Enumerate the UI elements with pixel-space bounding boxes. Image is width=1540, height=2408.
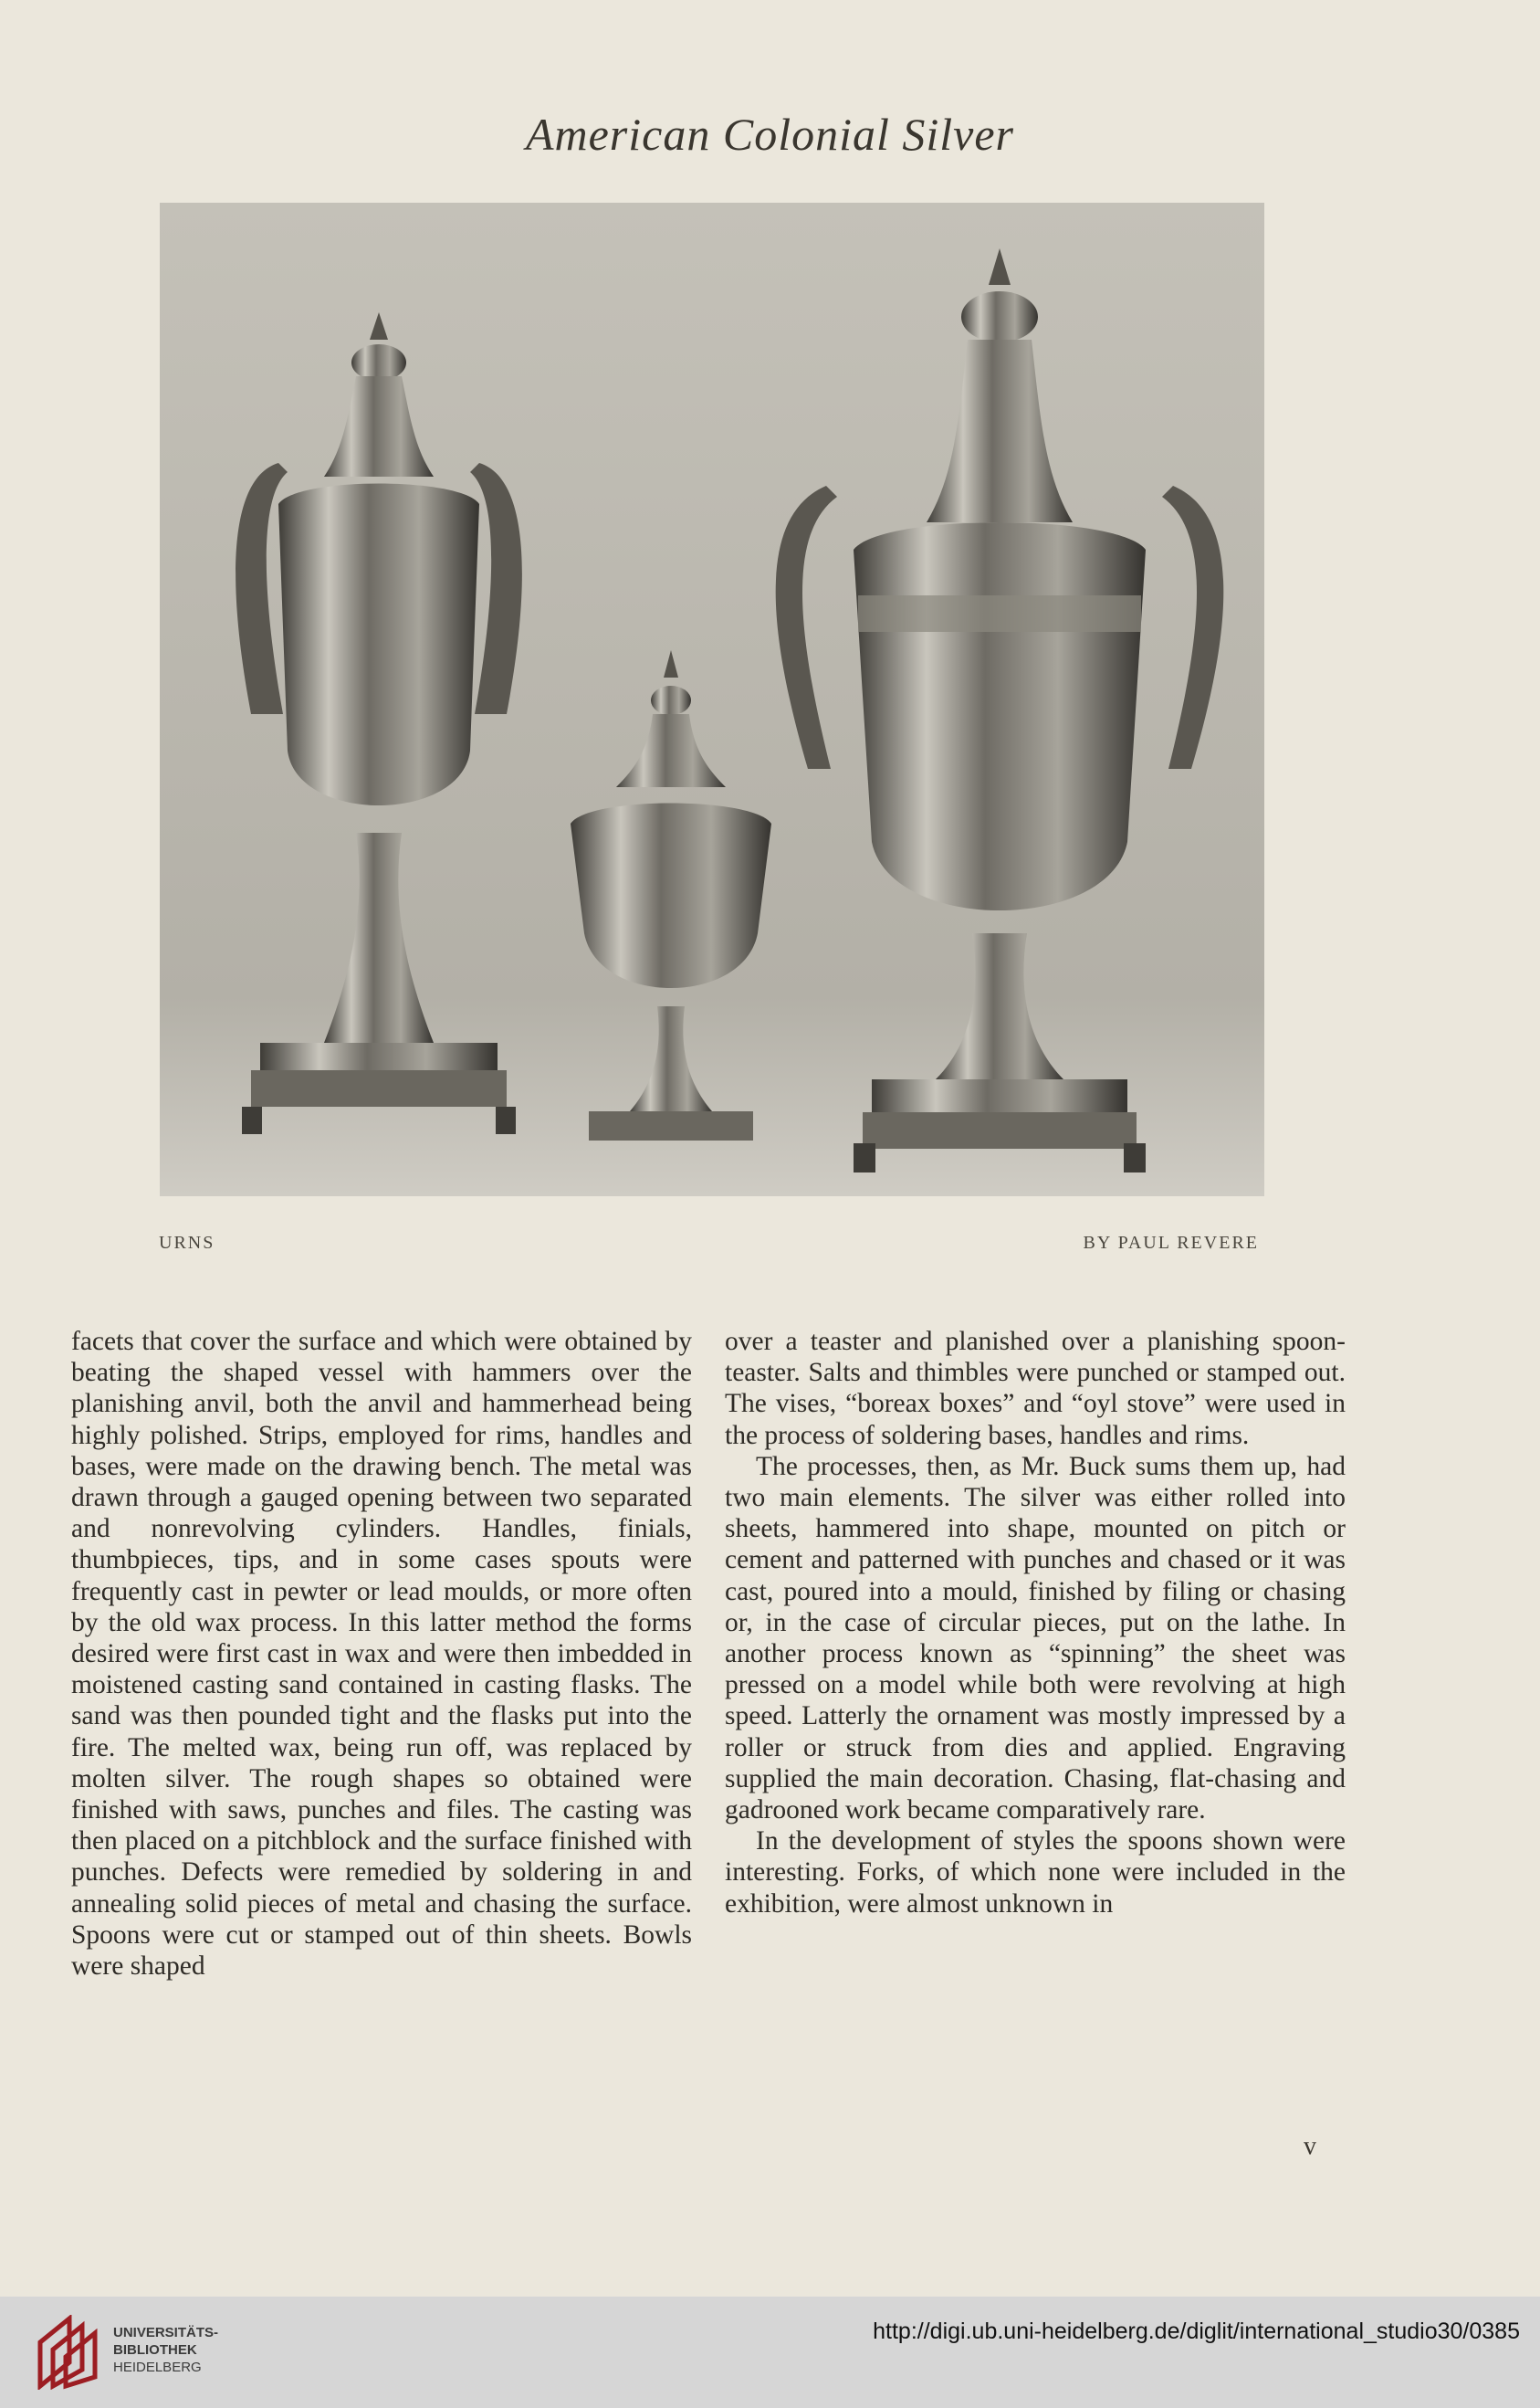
page-number: v [1304,2132,1316,2161]
library-name-line1: UNIVERSITÄTS- [113,2325,219,2340]
digitization-footer [0,2297,1540,2408]
photo-plate-urns [160,203,1264,1196]
library-name [113,2324,218,2376]
source-url-link[interactable]: http://digi.ub.uni-heidelberg.de/diglit/international_studio30/0385 [873,2319,1520,2344]
paragraph: over a teaster and planished over a planishing spoon-teaster. Salts and thimbles were punched or stamped out. The vises, “boreax boxes” and “oyl stove” were used in the process of soldering bases, handles and rims. [725,1327,1346,1450]
library-logo-icon[interactable] [37,2315,102,2390]
urns-illustration [160,203,1264,1196]
paragraph: In the development of styles the spoons shown were interesting. Forks, of which none were included in the exhibition, were almost unknown in [725,1826,1346,1919]
paragraph: The processes, then, as Mr. Buck sums them up, had two main elements. The silver was either rolled into sheets, hammered into shape, mounted on pitch or cement and patterned with punches and chased or it was cast, poured into a mould, finished by filing or chasing or, in the case of circular pieces, put on the lathe. In another process known as “spinning” the sheet was pressed on a model while both were revolving at high speed. Latterly the ornament was mostly impressed by a roller or struck from dies and applied. Engraving supplied the main decoration. Chasing, flat-chasing and gadrooned work became comparatively rare. [725,1451,1346,1825]
text-column-left [71,1326,692,1982]
library-name-line3: HEIDELBERG [113,2360,202,2375]
library-name-line2: BIBLIOTHEK [113,2342,197,2358]
running-title: American Colonial Silver [525,109,1015,160]
text-column-right [725,1326,1346,1919]
plate-caption-title: URNS [159,1233,215,1253]
plate-caption-credit: BY PAUL REVERE [1083,1233,1259,1253]
paragraph: facets that cover the surface and which were obtained by beating the shaped vessel with hammers over the planishing anvil, both the anvil and hammerhead being highly polished. Strips, employed for rims, handles and bases, were made on the drawing bench. The metal was drawn through a gauged opening between two separated and nonrevolving cylinders. Handles, finials, thumbpieces, tips, and in some cases spouts were frequently cast in pewter or lead moulds, or more often by the old wax process. In this latter method the forms desired were first cast in wax and were then imbedded in moistened casting sand contained in casting flasks. The sand was then pounded tight and the flasks put into the fire. The melted wax, being run off, was replaced by molten silver. The rough shapes so obtained were finished with saws, punches and files. The casting was then placed on a pitchblock and the surface finished with punches. Defects were remedied by soldering in and annealing solid pieces of metal and chasing the surface. Spoons were cut or stamped out of thin sheets. Bowls were shaped [71,1327,692,1982]
